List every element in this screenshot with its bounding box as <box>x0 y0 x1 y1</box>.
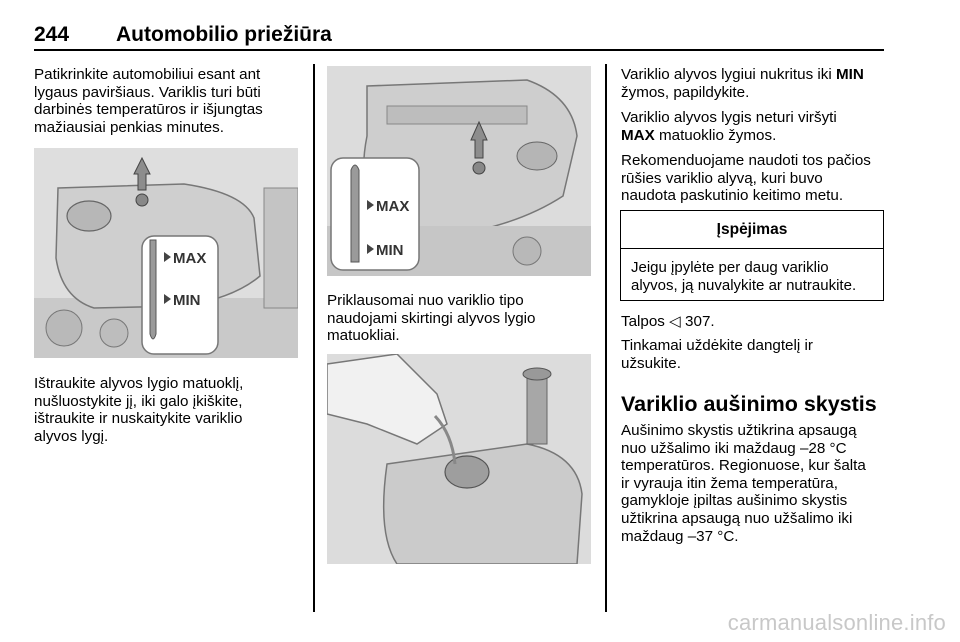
capacity-reference: Talpos ◁ 307. <box>621 313 715 330</box>
column-divider-1 <box>313 64 315 612</box>
oil-recommendation-paragraph: Rekomenduojame naudoti tos pačios rūšies variklio alyvą, kuri buvo naudota paskutinio keitimo metu. <box>621 152 871 205</box>
engine-illustration-2 <box>327 66 591 276</box>
dipstick-figure-2 <box>327 66 591 276</box>
coolant-paragraph: Aušinimo skystis užtikrina apsaugą nuo užšalimo iki maždaug –28 °C temperatūros. Regionuose, kur šalta ir vyrauja itin žema temperatūra, gamykloje įpiltas aušinimo skystis užtikrina apsaugą nuo užšalimo iki maždaug –37 °C. <box>621 422 866 545</box>
watermark: carmanualsonline.info <box>727 610 946 635</box>
page-header <box>34 20 884 50</box>
triangle-right-icon[interactable]: ◁ <box>669 313 681 330</box>
page-title: Automobilio priežiūra <box>116 23 332 46</box>
dipstick-figure-1 <box>34 148 298 358</box>
header-rule <box>34 49 884 51</box>
max-label-1: MAX <box>173 250 207 267</box>
min-label-2: MIN <box>376 242 404 259</box>
warning-text: Jeigu įpylėte per daug variklio alyvos, ją nuvalykite ar nutraukite. <box>631 259 857 294</box>
oil-filling-illustration <box>327 354 591 564</box>
section-heading: Variklio aušinimo skystis <box>621 392 877 416</box>
page-number: 244 <box>34 23 70 46</box>
dipstick-caption: Priklausomai nuo variklio tipo naudojami skirtingi alyvos lygio matuokliai. <box>327 292 536 345</box>
cap-instruction: Tinkamai uždėkite dangtelį ir užsukite. <box>621 337 813 372</box>
min-label-1: MIN <box>173 292 201 309</box>
intro-paragraph: Patikrinkite automobiliui esant ant lygaus paviršiaus. Variklis turi būti darbinės temperatūros ir išjungtas mažiausiai penkias minutes. <box>34 66 263 136</box>
column-divider-2 <box>605 64 607 612</box>
warning-box <box>620 210 884 301</box>
max-keyword: MAX <box>621 126 655 144</box>
warning-title: Įspėjimas <box>621 211 883 249</box>
max-label-2: MAX <box>376 198 410 215</box>
min-level-paragraph: Variklio alyvos lygiui nukritus iki MIN žymos, papildykite. <box>621 66 864 101</box>
page-reference-link[interactable]: 307. <box>685 313 715 330</box>
dipstick-instructions: Ištraukite alyvos lygio matuoklį, nušluostykite jį, iki galo įkiškite, ištraukite ir nuskaitykite variklio alyvos lygį. <box>34 375 244 445</box>
oil-filling-figure <box>327 354 591 564</box>
engine-illustration-1 <box>34 148 298 358</box>
min-keyword: MIN <box>835 66 864 83</box>
max-level-paragraph: Variklio alyvos lygis neturi viršyti MAX matuoklio žymos. <box>621 109 837 144</box>
